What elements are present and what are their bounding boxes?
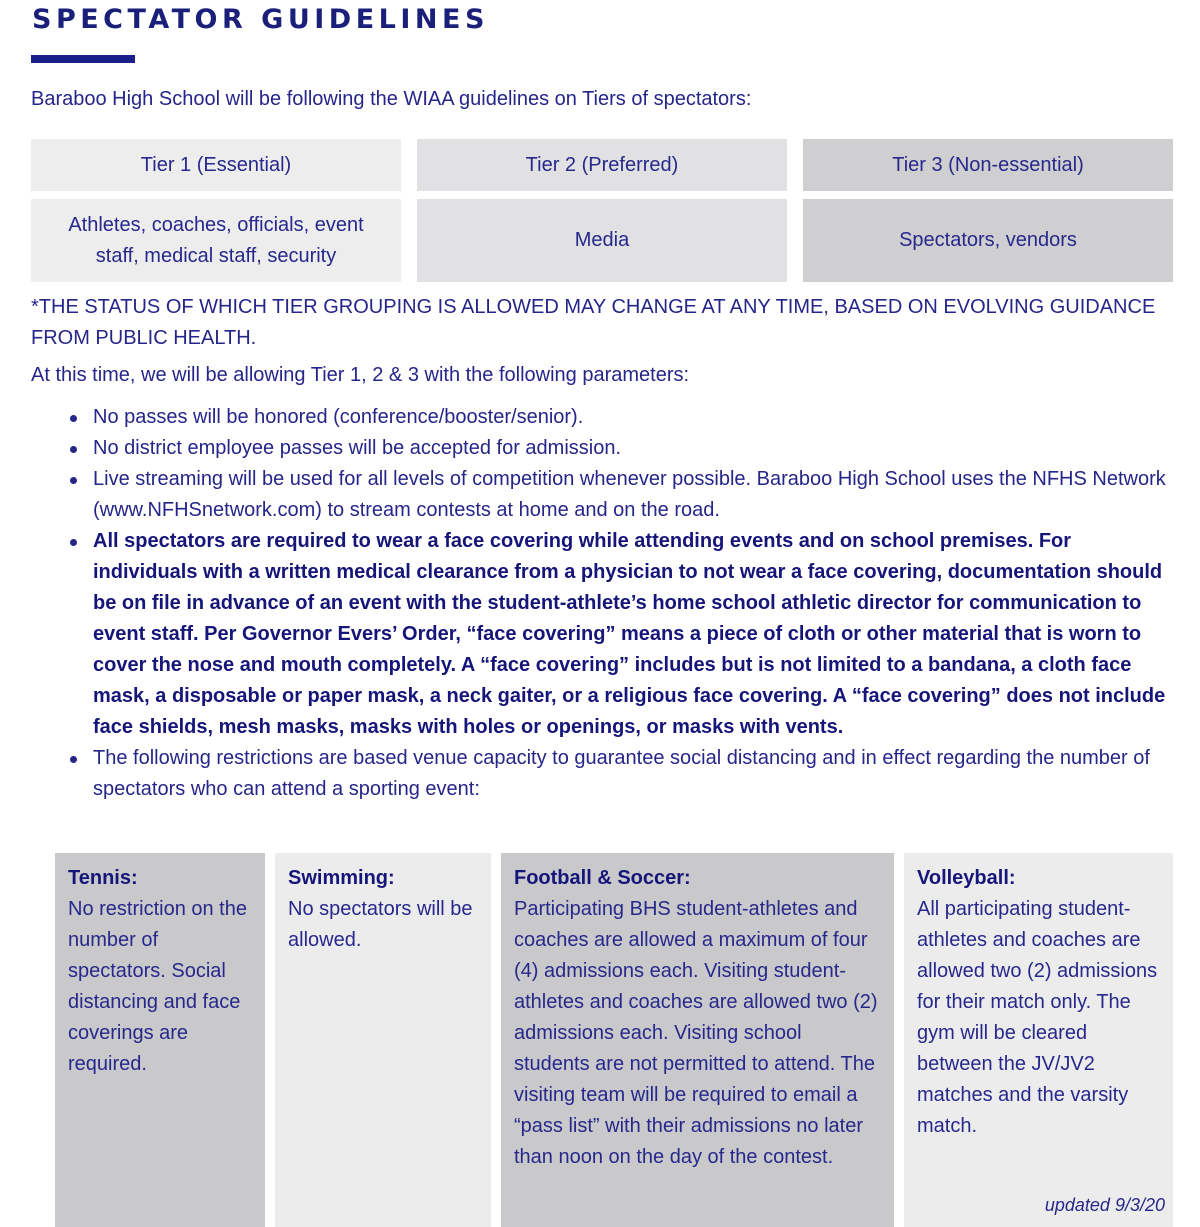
tier-2-members: Media [417,199,787,282]
page-title: SPECTATOR GUIDELINES [32,4,489,35]
intro-text: Baraboo High School will be following the WIAA guidelines on Tiers of spectators: [31,88,752,110]
list-item: The following restrictions are based venue capacity to guarantee social distancing and in effect regarding the number of spectators who can attend a sporting event: [93,743,1178,805]
tier-table [31,139,1173,282]
tier-3-header: Tier 3 (Non-essential) [803,139,1173,191]
venue-text: Participating BHS student-athletes and coaches are allowed a maximum of four (4) admissions each. Visiting student-athletes and coaches are allowed two (2) admissions each. Visiting school students are not permitted to attend. The visiting team will be required to email a “pass list” with their admissions no later than noon on the day of the contest. [514,898,878,1168]
tier-1-header: Tier 1 (Essential) [31,139,401,191]
parameters-intro: At this time, we will be allowing Tier 1, 2 & 3 with the following parameters: [31,364,690,386]
venue-text: No restriction on the number of spectators. Social distancing and face coverings are required. [68,898,247,1075]
list-item: No passes will be honored (conference/booster/senior). [93,402,1178,433]
venue-volleyball [904,853,1173,1227]
list-item: Live streaming will be used for all levels of competition whenever possible. Baraboo High School uses the NFHS Network (www.NFHSnetwork.com) to stream contests at home and on the road. [93,464,1178,526]
face-covering-item: All spectators are required to wear a face covering while attending events and on school premises. For individuals with a written medical clearance from a physician to not wear a face covering, documentation should be on file in advance of an event with the student-athlete’s home school athletic director for communication to event staff. Per Governor Evers’ Order, “face covering” means a piece of cloth or other material that is worn to cover the nose and mouth completely. A “face covering” includes but is not limited to a bandana, a cloth face mask, a disposable or paper mask, a neck gaiter, or a religious face covering. A “face covering” does not include face shields, mesh masks, masks with holes or openings, or masks with vents. [93,526,1178,743]
venue-text: All participating student-athletes and coaches are allowed two (2) admissions for their match only. The gym will be cleared between the JV/JV2 matches and the varsity match. [917,898,1158,1137]
status-notice: *THE STATUS OF WHICH TIER GROUPING IS ALLOWED MAY CHANGE AT ANY TIME, BASED ON EVOLVING GUIDANCE FROM PUBLIC HEALTH. [31,296,1156,349]
tier-2-header: Tier 2 (Preferred) [417,139,787,191]
venue-title: Swimming: [288,867,395,889]
venue-swimming [275,853,491,1227]
tier-1-members: Athletes, coaches, officials, event staff, medical staff, security [31,199,401,282]
venue-restrictions [55,853,1173,1227]
venue-football-soccer [501,853,894,1227]
updated-date: updated 9/3/20 [1044,1195,1165,1215]
venue-title: Football & Soccer: [514,867,691,889]
venue-tennis [55,853,265,1227]
title-underline [31,55,135,63]
venue-title: Tennis: [68,867,138,889]
venue-text: No spectators will be allowed. [288,898,473,951]
parameter-list [93,402,1178,805]
venue-title: Volleyball: [917,867,1016,889]
tier-3-members: Spectators, vendors [803,199,1173,282]
list-item: No district employee passes will be accepted for admission. [93,433,1178,464]
